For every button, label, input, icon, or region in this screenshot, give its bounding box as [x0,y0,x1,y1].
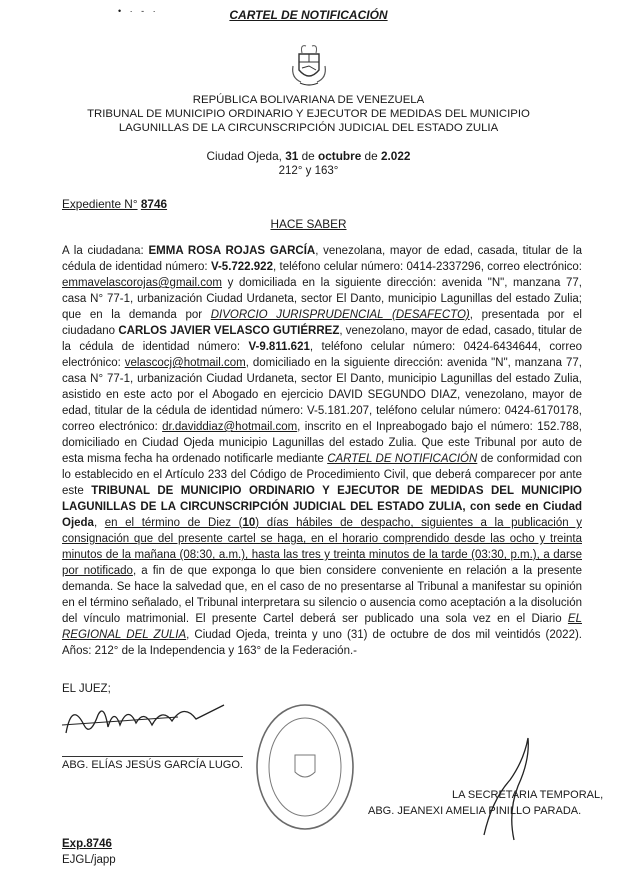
secretary-signature [470,730,550,845]
tribunal-heading-2: LAGUNILLAS DE LA CIRCUNSCRIPCIÓN JUDICIAL DEL ESTADO ZULIA [118,122,499,134]
secretary-name: ABG. JEANEXI AMELIA PINILLO PARADA. [368,805,582,817]
document-date: Ciudad Ojeda, 31 de octubre de 2.022 [206,149,411,163]
republic-heading: REPÚBLICA BOLIVARIANA DE VENEZUELA [192,94,425,106]
hace-saber-heading: HACE SABER [270,217,347,231]
judge-name: ABG. ELÍAS JESÚS GARCÍA LUGO. [62,756,243,771]
document-years: 212° y 163° [278,165,339,177]
secretary-title: LA SECRETARIA TEMPORAL, [452,789,604,801]
corner-marks: • · - · [118,6,159,16]
expediente-line: Expediente N° 8746 [62,197,168,211]
judge-signature [58,695,228,743]
tribunal-heading-1: TRIBUNAL DE MUNICIPIO ORDINARIO Y EJECUTOR DE MEDIDAS DEL MUNICIPIO [87,108,530,120]
coat-of-arms-icon [288,40,330,88]
judge-label: EL JUEZ; [62,683,111,695]
document-title: CARTEL DE NOTIFICACIÓN [229,8,388,22]
tribunal-stamp [250,700,360,835]
notification-body: A la ciudadana: EMMA ROSA ROJAS GARCÍA, venezolana, mayor de edad, casada, titular de la cédula de identidad número: V-5.722.922, teléfono celular número: 0414-2337296, correo electrónico: emmavelascorojas@gmail.com y domiciliada en la siguiente dirección: avenida "N", manzana 77, casa N° 77-1, urbanización Ciudad Urdaneta, sector El Danto, municipio Lagunillas del estado Zulia; que en la demanda por DIVORCIO JURISPRUDENCIAL (DESAFECTO), presentada por el ciudadano CARLOS JAVIER VELASCO GUTIÉRREZ, venezolano, mayor de edad, casado, titular de la cédula de identidad número: V-9.811.621, teléfono celular número: 0424-6434644, correo electrónico: velascocj@hotmail.com, domiciliado en la siguiente dirección: avenida "N", manzana 77, casa N° 77-1, urbanización Ciudad Urdaneta, sector El Danto, municipio Lagunillas del estado Zulia, asistido en este acto por el Abogado en ejercicio DAVID SEGUNDO DIAZ, venezolano, mayor de edad, titular de la cédula de identidad número: V-5.181.207, teléfono celular número: 0424-6170178, correo electrónico: dr.daviddiaz@hotmail.com, inscrito en el Inpreabogado bajo el número: 152.788, domiciliado en Ciudad Ojeda municipio Lagunillas del estado Zulia. Que este Tribunal por auto de esta misma fecha ha ordenado notificarle mediante CARTEL DE NOTIFICACIÓN de conformidad con lo establecido en el Artículo 233 del Código de Procedimiento Civil, que deberá comparecer por ante este TRIBUNAL DE MUNICIPIO ORDINARIO Y EJECUTOR DE MEDIDAS DEL MUNICIPIO LAGUNILLAS DE LA CIRCUNSCRIPCIÓN JUDICIAL DEL ESTADO ZULIA, con sede en Ciudad Ojeda, en el término de Diez (10) días hábiles de despacho, siguientes a la publicación y consignación que del presente cartel se haga, en el horario comprendido desde las ocho y treinta minutos de la mañana (08:30, a.m.), hasta las tres y treinta minutos de la tarde (03:30, p.m.), a darse por notificado, a fin de que exponga lo que bien considere conveniente en relación a la presente demanda. Se hace la salvedad que, en el caso de no presentarse al Tribunal a manifestar su opinión en el término señalado, el Tribunal interpretara su silencio o ausencia como aceptación a la disolución del vínculo matrimonial. El presente Cartel deberá ser publicado una sola vez en el Diario EL REGIONAL DEL ZULIA, Ciudad Ojeda, treinta y uno (31) de octubre de dos mil veintidós (2022). Años: 212° de la Independencia y 163° de la Federación.- [62,245,583,657]
footer-expediente: Exp.8746 [62,838,112,850]
footer-initials: EJGL/japp [62,854,116,866]
